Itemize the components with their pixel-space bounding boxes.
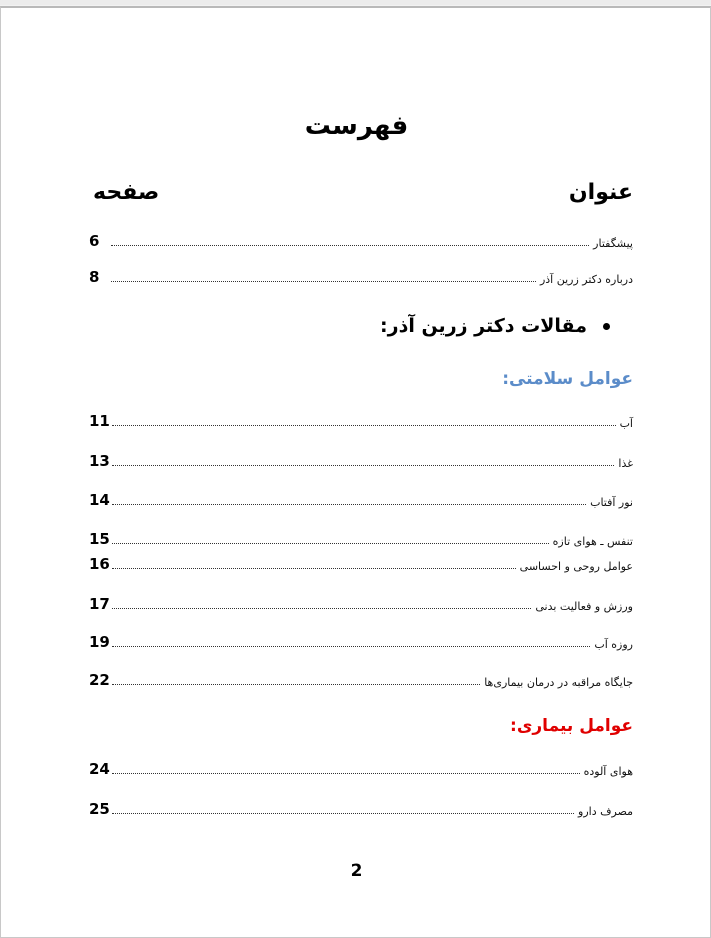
- toc-entry-page: 19: [89, 633, 110, 651]
- bullet-icon: [603, 323, 610, 330]
- toc-entry[interactable]: [89, 669, 633, 689]
- toc-entry[interactable]: [89, 798, 633, 818]
- dot-leader: [112, 503, 586, 505]
- dot-leader: [112, 683, 480, 685]
- toc-entry-label: مصرف دارو: [578, 805, 633, 818]
- toc-entry-label: نور آفتاب: [590, 496, 633, 509]
- dot-leader: [111, 280, 536, 282]
- toc-entry-label: جایگاه مراقبه در درمان بیماری‌ها: [484, 676, 633, 689]
- articles-heading-text: مقالات دکتر زرین آذر:: [380, 315, 587, 337]
- dot-leader: [112, 812, 574, 814]
- toc-entry-label: آب: [619, 417, 633, 430]
- toc-entry[interactable]: [89, 266, 633, 286]
- toc-entry[interactable]: [89, 631, 633, 651]
- toc-entry-label: هوای آلوده: [583, 765, 633, 778]
- document-page: [0, 6, 711, 938]
- toc-entry[interactable]: [89, 528, 633, 548]
- articles-heading: [380, 315, 610, 337]
- toc-entry-page: 14: [89, 491, 110, 509]
- toc-entry-page: 16: [89, 555, 110, 573]
- toc-entry[interactable]: [89, 489, 633, 509]
- dot-leader: [111, 244, 589, 246]
- toc-title: فهرست: [304, 111, 409, 141]
- toc-entry[interactable]: [89, 758, 633, 778]
- toc-entry[interactable]: [89, 593, 633, 613]
- toc-entry-page: 25: [89, 800, 110, 818]
- dot-leader: [112, 542, 549, 544]
- toc-entry-page: 6: [89, 232, 100, 250]
- column-header-title: عنوان: [568, 180, 633, 205]
- toc-entry-label: پیشگفتار: [593, 237, 633, 250]
- dot-leader: [112, 645, 591, 647]
- disease-section-title: عوامل بیماری:: [510, 716, 633, 736]
- toc-entry-page: 13: [89, 452, 110, 470]
- toc-entry-label: درباره دکتر زرین آذر: [539, 273, 633, 286]
- toc-entry-label: ورزش و فعالیت بدنی: [535, 600, 633, 613]
- toc-entry-label: غذا: [618, 457, 633, 470]
- dot-leader: [112, 464, 615, 466]
- toc-entry-page: 17: [89, 595, 110, 613]
- health-section-title: عوامل سلامتی:: [502, 369, 633, 389]
- toc-entry-page: 11: [89, 412, 110, 430]
- dot-leader: [112, 607, 532, 609]
- toc-entry-page: 22: [89, 671, 110, 689]
- dot-leader: [112, 567, 516, 569]
- window-top-edge: [0, 0, 711, 5]
- toc-entry[interactable]: [89, 230, 633, 250]
- toc-entry[interactable]: [89, 410, 633, 430]
- toc-entry-page: 8: [89, 268, 100, 286]
- toc-entry-label: روزه آب: [594, 638, 633, 651]
- toc-entry[interactable]: [89, 553, 633, 573]
- toc-entry-page: 24: [89, 760, 110, 778]
- page-number: 2: [350, 861, 363, 881]
- dot-leader: [112, 772, 580, 774]
- toc-entry-label: عوامل روحی و احساسی: [519, 560, 633, 573]
- dot-leader: [112, 424, 616, 426]
- toc-entry-page: 15: [89, 530, 110, 548]
- toc-entry[interactable]: [89, 450, 633, 470]
- column-header-page: صفحه: [93, 180, 160, 205]
- toc-entry-label: تنفس ـ هوای تازه: [552, 535, 633, 548]
